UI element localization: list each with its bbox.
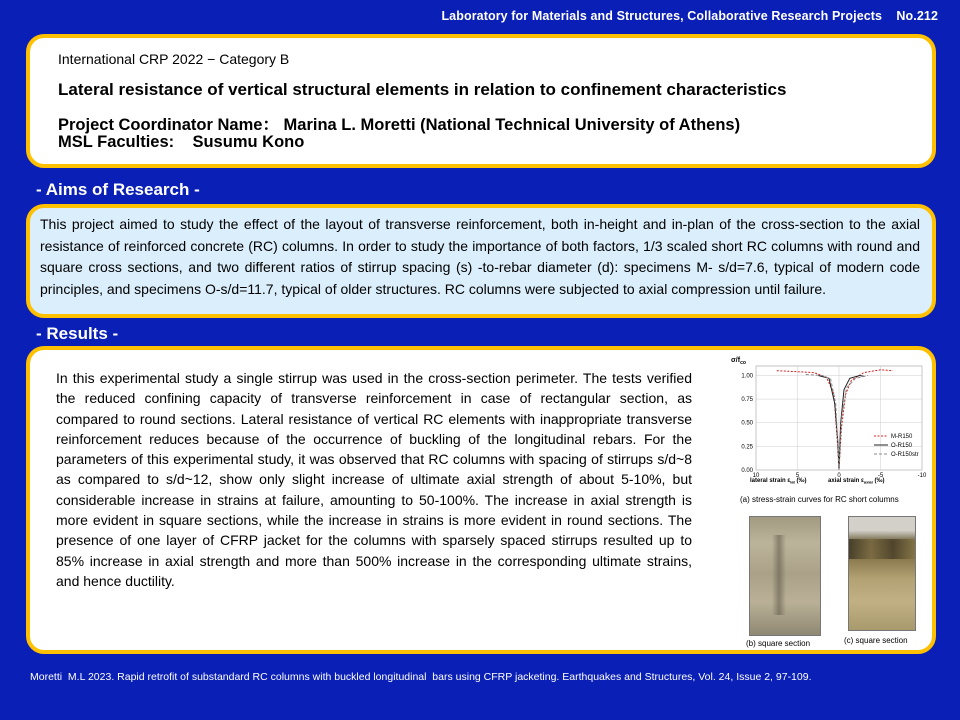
chart-ytick-label: 0.00 [741, 468, 753, 474]
chart-xtick-label: 10 [752, 473, 760, 479]
page-title: Lateral resistance of vertical structural elements in relation to confinement characteristics [58, 80, 787, 99]
photo-c-failure-zone [849, 539, 915, 559]
results-panel [26, 346, 936, 654]
results-text: In this experimental study a single stirrup was used in the cross-section perimeter. The tests verified the reduced confining capacity of transverse reinforcement in case of rectangular section, as compared to round sections. Lateral resistance of vertical RC elements with inappropriate transverse reinforcement reduces because of the occurrence of buckling of the longitudinal rebars. For the parameters of this experimental study, it was observed that RC columns with spacing of stirrups s/d~8 as compared to s/d~12, show only slight increase of ultimate axial strength of about 5-10%, but considerable increase in strains at failure, amounting to 50-100%. The increase in axial strength is more evident in square sections, while the increase in strains is more evident in round sections. The presence of one layer of CFRP jacket for the columns with sparsely spaced stirrups resulted up to 85% increase in axial strength and more than 500% increase in the corresponding ultimate strains, and hence ductility. [56, 370, 692, 589]
aims-text: This project aimed to study the effect of the layout of transverse reinforcement, both in-height and in-plan of the cross-section to the axial resistance of reinforced concrete (RC) columns. In order to study the importance of both factors, 1/3 scaled short RC columns with round and square cross sections, and two different ratios of stirrup spacing (s) -to-rebar diameter (d): specimens M- s/d=7.6, typical of modern code principles, and specimens O-s/d=11.7, typical of older structures. RC columns were subjected to axial compression until failure. [40, 216, 920, 297]
stress-strain-chart [726, 352, 932, 484]
photo-b-crack [772, 535, 786, 615]
caption-b: (b) square section [746, 639, 811, 648]
photo-square-section-c [848, 516, 916, 631]
chart-xlabel-right: axial strain $\varepsilon_{axial}$ (‰) [828, 478, 885, 484]
results-heading: - Results - [36, 324, 119, 343]
coordinator-name: Project Coordinator Name： Marina L. Moretti (National Technical University of Athens) [58, 116, 741, 134]
chart-ytick-label: 1.00 [741, 373, 753, 380]
aims-panel [26, 204, 936, 318]
chart-xtick-label: 0 [837, 473, 841, 479]
reference-citation: Moretti M.L 2023. Rapid retrofit of substandard RC columns with buckled longitudinal bars using CFRP jacketing. Earthquakes and Structures, Vol. 24, Issue 2, 97-109. [30, 671, 812, 683]
photo-square-section-b [749, 516, 821, 636]
chart-legend-label: M-R150 [891, 434, 913, 440]
title-panel [26, 34, 936, 168]
msl-faculties: MSL Faculties: Susumu Kono [58, 133, 305, 151]
chart-xtick-label: -5 [877, 473, 884, 479]
header-bar [0, 0, 960, 32]
chart-ytick-label: 0.75 [741, 397, 753, 404]
chart-ytick-label: 0.25 [741, 444, 753, 451]
caption-a: (a) stress-strain curves for RC short columns [740, 495, 899, 504]
chart-legend-label: O-R150str [891, 452, 919, 458]
chart-legend-label: O-R150 [891, 443, 913, 449]
chart-ytick-label: 0.50 [741, 420, 753, 427]
aims-heading: - Aims of Research - [36, 180, 200, 199]
chart-xtick-label: 5 [795, 473, 800, 479]
category-label: International CRP 2022 − Category B [58, 51, 290, 67]
chart-xtick-label: -10 [917, 473, 927, 479]
header-text: Laboratory for Materials and Structures, Collaborative Research Projects No.212 [441, 9, 938, 23]
chart-ylabel: $\sigma/f_{co}$ [731, 357, 746, 366]
caption-c: (c) square section [844, 636, 908, 645]
chart-xlabel-left: lateral strain $\varepsilon_{lat}$ (‰) [750, 478, 807, 484]
